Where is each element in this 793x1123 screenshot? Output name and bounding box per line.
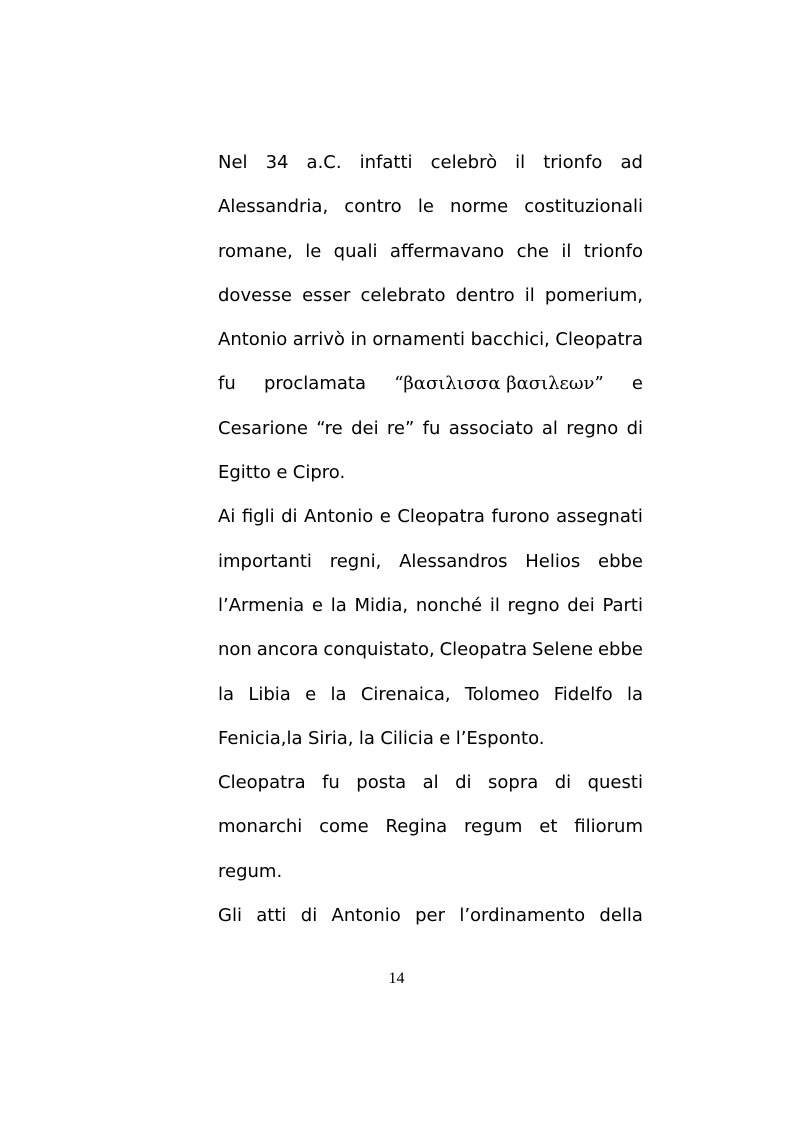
word: le (417, 196, 434, 218)
word: “βασιλισσα βασιλεων” (394, 373, 604, 395)
word: sopra (488, 772, 539, 794)
word: per (415, 905, 445, 927)
word: filiorum (574, 816, 643, 838)
word: Cipro. (292, 462, 346, 484)
word: il (515, 152, 526, 173)
word: celebrò (430, 152, 498, 173)
word: dovesse (218, 284, 292, 306)
word: re” (386, 417, 415, 439)
text-line (218, 678, 643, 722)
word: regni, (329, 550, 382, 572)
word: atti (256, 905, 287, 927)
word: al (541, 417, 558, 439)
word: conquistato, (323, 639, 435, 661)
word: e (305, 683, 317, 705)
word: della (599, 905, 643, 927)
word: furono (491, 506, 550, 528)
word: Cilicia (380, 727, 434, 749)
text-line (218, 855, 643, 899)
word: a.C. (306, 152, 342, 173)
word: di (300, 905, 318, 927)
word: la (358, 727, 375, 749)
word: Antonio (304, 506, 374, 528)
text-line (218, 412, 643, 456)
word: “re (316, 417, 343, 439)
text-line (218, 190, 643, 234)
text-line (218, 810, 643, 854)
word: dei (567, 594, 595, 616)
word: di (626, 417, 643, 439)
word: e (439, 727, 451, 749)
word: Cesarione (218, 417, 308, 439)
word: che (516, 240, 549, 262)
word: bacchici, (470, 329, 550, 351)
word: Selene (532, 639, 594, 661)
word: 34 (265, 152, 289, 173)
word: Egitto (218, 462, 271, 484)
word: posta (356, 772, 407, 794)
word: Helios (525, 550, 581, 572)
word: Ai (218, 506, 236, 528)
word: Cleopatra (218, 772, 306, 794)
word: proclamata (263, 373, 366, 395)
word: Libia (248, 683, 291, 705)
word: importanti (218, 550, 312, 572)
text-line (218, 589, 643, 633)
word: contro (344, 196, 402, 218)
word: fu (322, 772, 340, 794)
word: celebrato (360, 284, 446, 306)
word: nonché (415, 594, 483, 616)
word: Cleopatra (397, 506, 485, 528)
word: come (319, 816, 369, 838)
word: ornamenti (372, 329, 466, 351)
word: l’Esponto. (455, 727, 545, 749)
word: norme (450, 196, 509, 218)
word: la (218, 683, 235, 705)
text-line (218, 235, 643, 279)
word: affermavano (389, 240, 505, 262)
word: la (330, 594, 347, 616)
word: e (276, 462, 288, 484)
word: monarchi (218, 816, 303, 838)
text-line (218, 456, 643, 500)
word: non (218, 639, 252, 661)
word: Antonio (218, 329, 288, 351)
word: costituzionali (524, 196, 643, 218)
word: ad (620, 152, 643, 173)
body-text (218, 146, 643, 943)
word: ancora (256, 639, 319, 661)
text-line (218, 766, 643, 810)
word: al (422, 772, 439, 794)
word: romane, (218, 240, 293, 262)
word: trionfo (543, 152, 603, 173)
word: Midia, (354, 594, 409, 616)
text-line (218, 722, 643, 766)
word: il (489, 594, 500, 616)
text-line (218, 545, 643, 589)
word: Siria, (307, 727, 354, 749)
word: il (561, 240, 572, 262)
word: trionfo (583, 240, 643, 262)
word: fu (422, 417, 441, 439)
word: esser (302, 284, 351, 306)
word: arrivò (292, 329, 345, 351)
text-line (218, 367, 643, 411)
text-line (218, 146, 643, 190)
word: regno (566, 417, 619, 439)
word: Gli (218, 905, 242, 927)
word: Cirenaica, (360, 683, 451, 705)
word: e (311, 594, 323, 616)
word: le (305, 240, 322, 262)
text-line (218, 500, 643, 544)
word: di (281, 506, 298, 528)
word: Tolomeo (464, 683, 540, 705)
word: infatti (359, 152, 413, 173)
word: Fidelfo (553, 683, 613, 705)
word: et (539, 816, 558, 838)
word: regno (507, 594, 560, 616)
word: la (330, 683, 347, 705)
word: dei (351, 417, 379, 439)
word: Antonio (331, 905, 401, 927)
word: Alessandros (399, 550, 508, 572)
page-number: 14 (388, 970, 405, 987)
word: e (631, 373, 643, 395)
word: quali (333, 240, 378, 262)
word: l’ordinamento (459, 905, 586, 927)
word: ebbe (597, 639, 643, 661)
word: regum. (218, 860, 283, 882)
word: la (626, 683, 643, 705)
word: figli (241, 506, 275, 528)
word: in (350, 329, 367, 351)
word: Regina (385, 816, 448, 838)
word: il (524, 284, 535, 306)
word: di (554, 772, 572, 794)
text-line (218, 899, 643, 943)
word: l’Armenia (218, 594, 305, 616)
word: Nel (218, 152, 248, 173)
word: Cleopatra (555, 329, 643, 351)
text-line (218, 279, 643, 323)
text-line (218, 633, 643, 677)
word: di (455, 772, 472, 794)
word: Parti (602, 594, 643, 616)
word: Alessandria, (218, 196, 329, 218)
word: associato (448, 417, 534, 439)
word: fu (218, 373, 236, 395)
word: Fenicia,la (218, 727, 303, 749)
word: regum (464, 816, 523, 838)
word: pomerium, (544, 284, 643, 306)
word: questi (587, 772, 643, 794)
word: dentro (455, 284, 515, 306)
word: ebbe (598, 550, 643, 572)
word: assegnati (556, 506, 643, 528)
word: Cleopatra (439, 639, 528, 661)
text-line (218, 323, 643, 367)
word: e (379, 506, 391, 528)
